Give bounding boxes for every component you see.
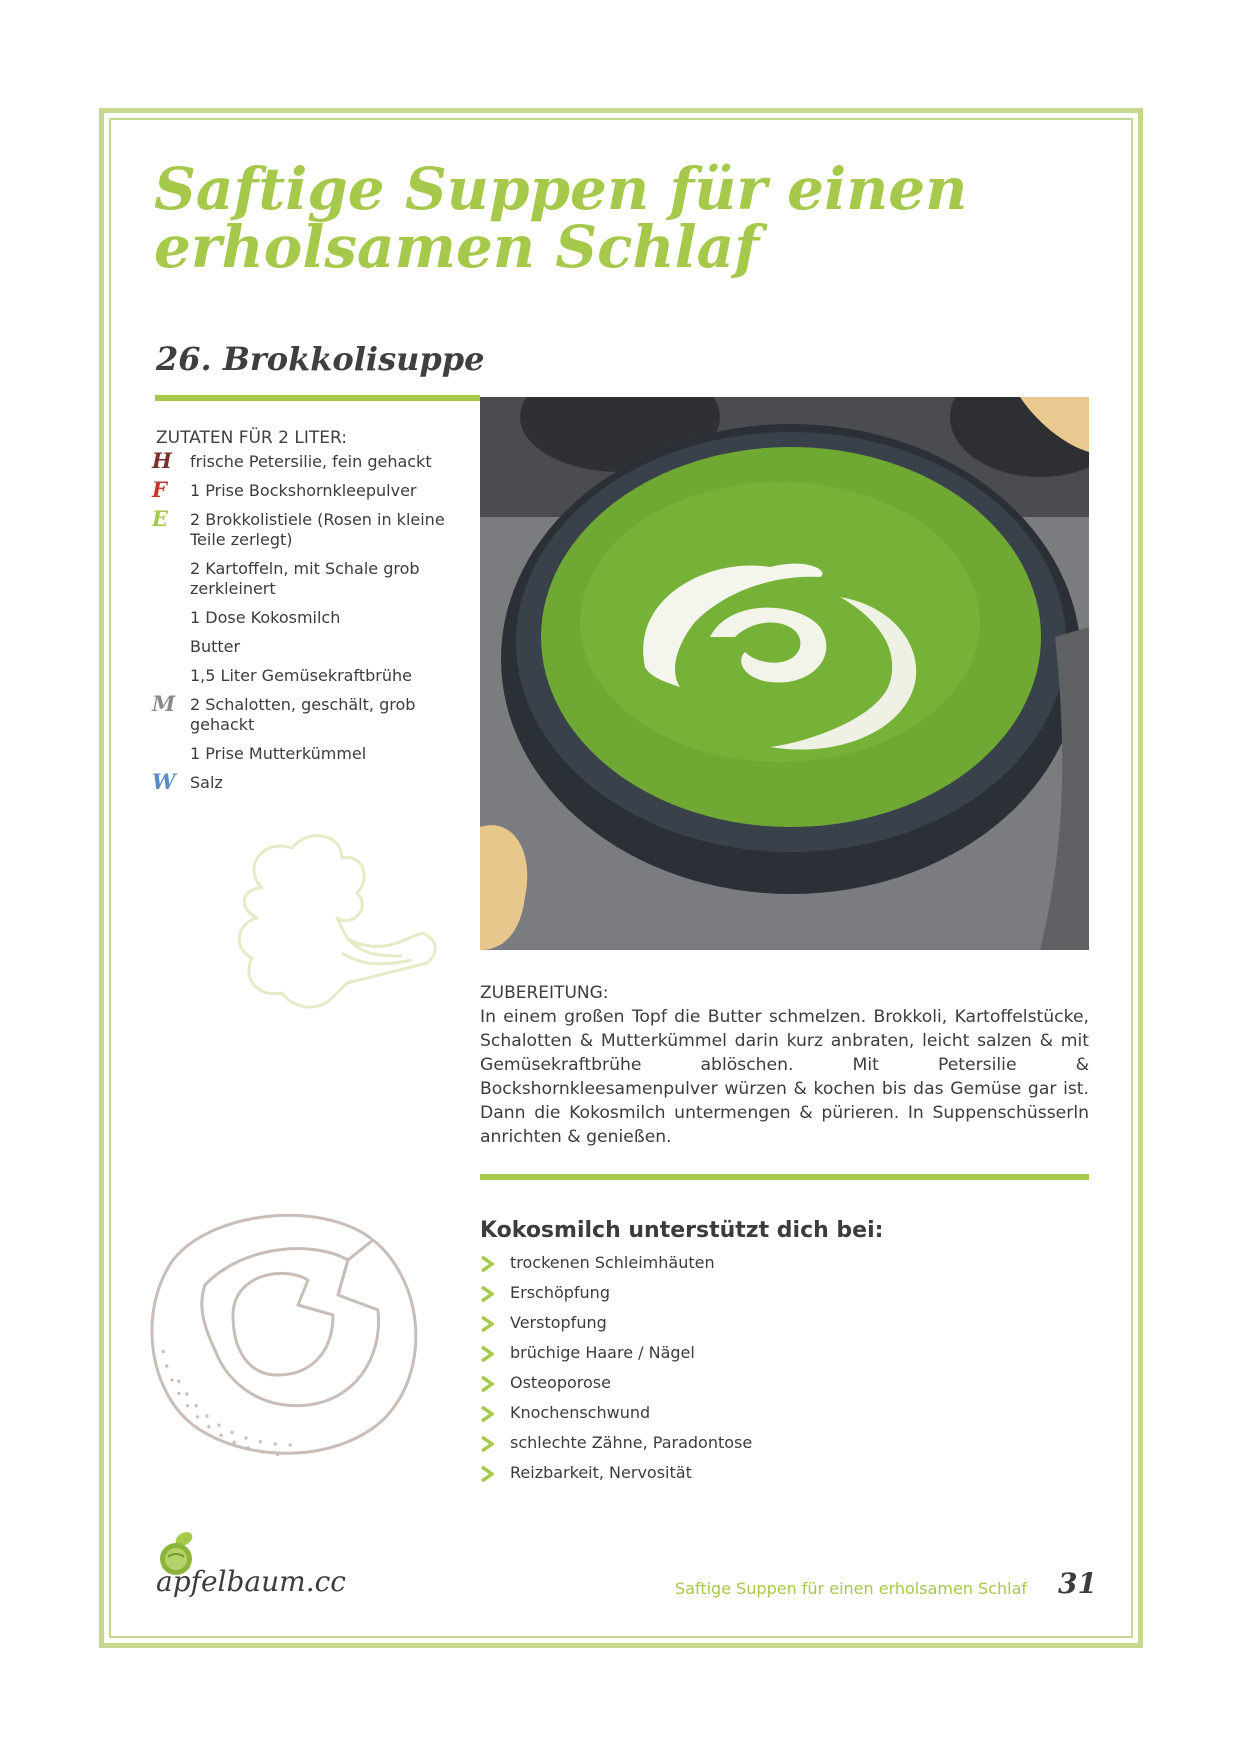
recipe-title: 26. Brokkolisuppe — [156, 340, 485, 378]
benefit-text: trockenen Schleimhäuten — [510, 1253, 715, 1272]
benefits-divider — [480, 1174, 1089, 1180]
benefit-text: Verstopfung — [510, 1313, 607, 1332]
ingredient-code-icon: W — [152, 769, 176, 794]
ingredient-item — [152, 666, 452, 686]
logo-text: apfelbaum.cc — [156, 1565, 346, 1598]
benefit-item — [480, 1372, 752, 1402]
soup-photo — [480, 397, 1089, 950]
ingredient-item — [152, 477, 452, 502]
ingredient-item — [152, 448, 452, 473]
page-title — [154, 155, 1054, 281]
broccoli-illustration-icon — [222, 828, 448, 1018]
benefit-item — [480, 1402, 752, 1432]
benefits-list — [480, 1252, 752, 1492]
benefit-text: schlechte Zähne, Paradontose — [510, 1433, 753, 1452]
benefit-item — [480, 1462, 752, 1492]
page-number: 31 — [1058, 1567, 1097, 1600]
ingredient-text: 1 Dose Kokosmilch — [190, 608, 341, 627]
chevron-right-icon — [480, 1436, 494, 1452]
recipe-title-underline — [155, 395, 480, 401]
ingredient-text: 2 Schalotten, geschält, grob gehackt — [190, 695, 416, 734]
coconut-illustration-icon — [133, 1200, 429, 1465]
ingredient-text: Salz — [190, 773, 223, 792]
ingredient-code-icon: H — [152, 448, 172, 473]
chevron-right-icon — [480, 1376, 494, 1392]
benefit-item — [480, 1342, 752, 1372]
benefit-text: Osteoporose — [510, 1373, 611, 1392]
soup-bowl-image — [480, 397, 1089, 950]
ingredient-text: 1 Prise Mutterkümmel — [190, 744, 367, 763]
benefit-text: brüchige Haare / Nägel — [510, 1343, 695, 1362]
ingredient-item — [152, 559, 452, 599]
ingredient-text: 1,5 Liter Gemüsekraftbrühe — [190, 666, 412, 685]
chevron-right-icon — [480, 1406, 494, 1422]
ingredient-item — [152, 769, 452, 794]
benefit-item — [480, 1282, 752, 1312]
preparation-title: ZUBEREITUNG: — [480, 983, 609, 1003]
ingredient-code-icon: M — [152, 691, 176, 716]
ingredient-text: 1 Prise Bockshornkleepulver — [190, 481, 417, 500]
chevron-right-icon — [480, 1466, 494, 1482]
chevron-right-icon — [480, 1346, 494, 1362]
chevron-right-icon — [480, 1316, 494, 1332]
ingredients-list — [152, 448, 452, 802]
page-title-line2: erholsamen Schlaf — [154, 213, 760, 281]
benefit-text: Knochenschwund — [510, 1403, 651, 1422]
benefits-title: Kokosmilch unterstützt dich bei: — [480, 1218, 884, 1243]
ingredient-code-icon: E — [152, 506, 169, 531]
chevron-right-icon — [480, 1286, 494, 1302]
ingredient-text: 2 Kartoffeln, mit Schale grob zerkleinert — [190, 559, 420, 598]
ingredient-text: frische Petersilie, fein gehackt — [190, 452, 432, 471]
ingredient-item — [152, 506, 452, 550]
ingredients-title: ZUTATEN FÜR 2 LITER: — [156, 428, 347, 448]
preparation-text: In einem großen Topf die Butter schmelzen. Brokkoli, Kartoffelstücke, Schalotten & Mutterkümmel darin kurz anbraten, leicht salzen & mit Gemüsekraftbrühe ablöschen. Mit Petersilie & Bockshornkleesamenpulver würzen & kochen bis das Gemüse gar ist. Dann die Kokosmilch untermengen & pürieren. In Suppenschüsserln anrichten & genießen. — [480, 1007, 1089, 1147]
ingredient-item — [152, 608, 452, 628]
page-title-line1: Saftige Suppen für einen — [154, 155, 968, 223]
ingredient-text: Butter — [190, 637, 241, 656]
benefit-item — [480, 1432, 752, 1462]
footer-chapter-title: Saftige Suppen für einen erholsamen Schlaf — [675, 1579, 1028, 1598]
benefit-text: Reizbarkeit, Nervosität — [510, 1463, 692, 1482]
ingredient-item — [152, 691, 452, 735]
ingredient-text: 2 Brokkolistiele (Rosen in kleine Teile zerlegt) — [190, 510, 445, 549]
benefit-item — [480, 1252, 752, 1282]
ingredient-item — [152, 744, 452, 764]
ingredient-item — [152, 637, 452, 657]
chevron-right-icon — [480, 1256, 494, 1272]
benefit-item — [480, 1312, 752, 1342]
ingredient-code-icon: F — [152, 477, 167, 502]
benefit-text: Erschöpfung — [510, 1283, 610, 1302]
